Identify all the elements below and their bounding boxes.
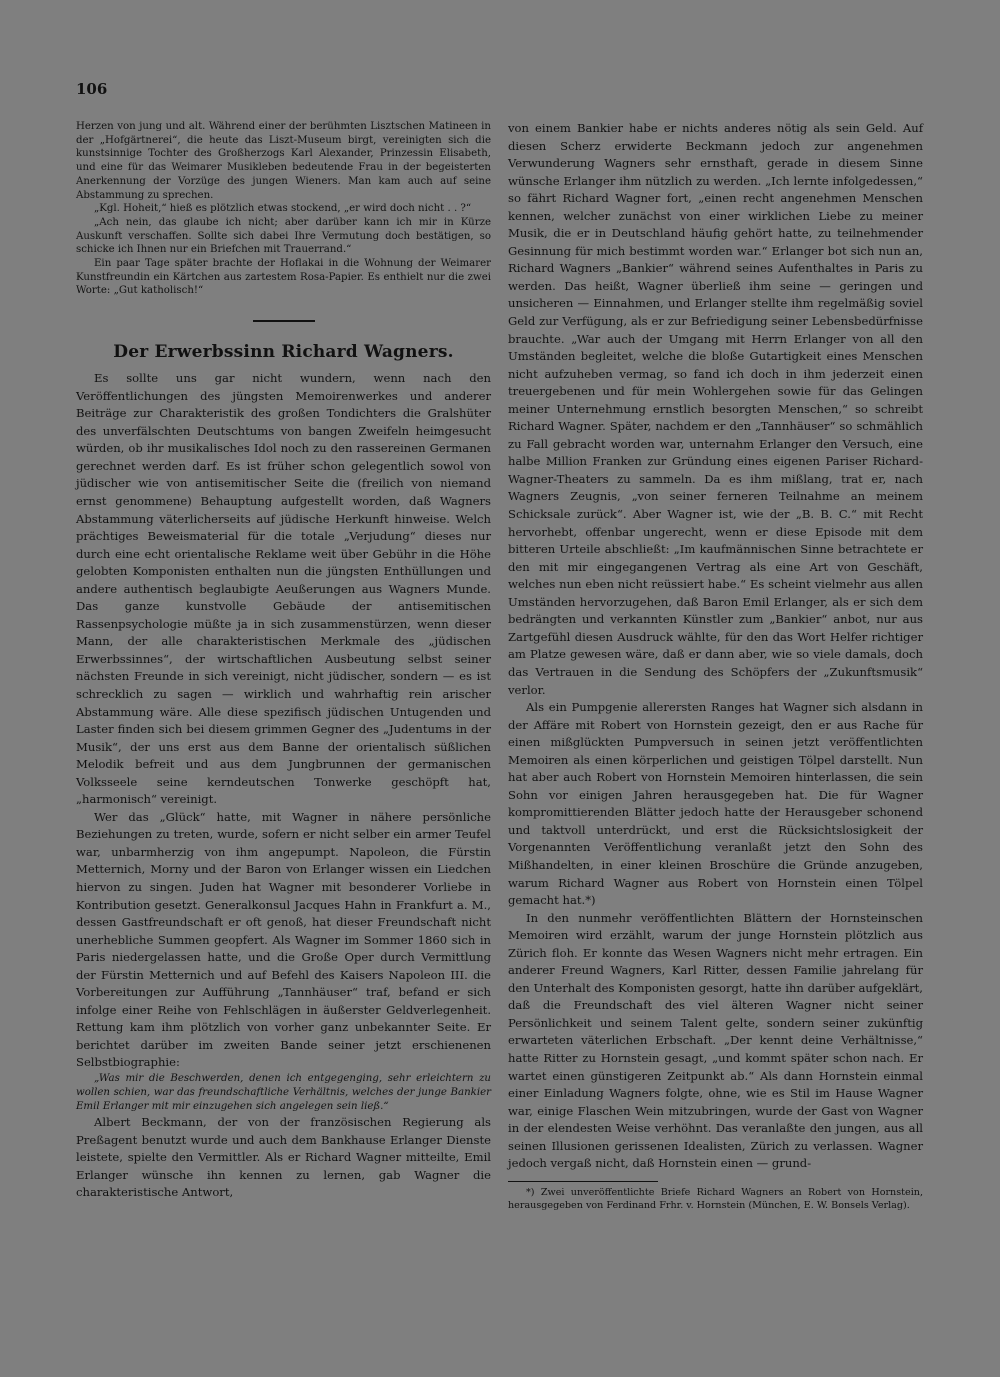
article-paragraph: Als ein Pumpgenie allerersten Ranges hat Wagner sich alsdann in der Affäre mit Robert von Hornstein gezeigt, den er aus Rache für einen mißglückten Pumpversuch in seinen jetzt veröffentlichten Memoiren als einen körperlichen und geistigen Tölpel darstellt. Nun hat aber auch Robert von Hornstein Memoiren hinterlassen, die sein Sohn vor einigen Jahren herausgegeben hat. Die für Wagner kompromittierenden Blätter jedoch hatte der Herausgeber schonend und taktvoll unterdrückt, und erst die Rücksichtslosigkeit der Vorgenannten Veröffentlichung veranlaßt jetzt den Sohn des Mißhandelten, in einer kleinen Broschüre die Gründe anzugeben, warum Richard Wagner aus Robert von Hornstein einen Tölpel gemacht hat.*) xyxy=(508,700,923,908)
article-paragraph: Albert Beckmann, der von der französischen Regierung als Preßagent benutzt wurde und auch dem Bankhause Erlanger Dienste leistete, spielte den Vermittler. Als er Richard Wagner mitteilte, Emil Erlanger wünsche ihn kennen zu lernen, gab Wagner die charakteristische Antwort, xyxy=(76,1115,491,1200)
right-column xyxy=(508,120,923,1213)
article-paragraph: In den nunmehr veröffentlichten Blättern der Hornsteinschen Memoiren wird erzählt, warum der junge Hornstein plötzlich aus Zürich floh. Er konnte das Wesen Wagners nicht mehr ertragen. Ein anderer Freund Wagners, Karl Ritter, dessen Familie jahrelang für den Unterhalt des Komponisten gesorgt, hatte ihn darüber aufgeklärt, daß die Freundschaft des viel älteren Wagner nicht seiner Persönlichkeit und seinem Talent gelte, sondern seiner zukünftig erwarteten väterlichen Erbschaft. „Der kennt deine Verhältnisse,“ hatte Ritter zu Hornstein gesagt, „und kommt später schon nach. Er wartet einen günstigeren Zeitpunkt ab.“ Als dann Hornstein einmal einer Einladung Wagners folgte, ohne, wie es Stil im Hause Wagner war, einige Flaschen Wein mitzubringen, wurde der Gast von Wagner in der elendesten Weise verhöhnt. Das veranlaßte den jungen, aus all seinen Illusionen gerissenen Idealisten, Zürich zu verlassen. Wagner jedoch vergaß nicht, daß Hornstein einen — grund- xyxy=(508,910,923,1171)
left-column xyxy=(76,120,491,1202)
article-heading: Der Erwerbssinn Richard Wagners. xyxy=(113,342,454,363)
anecdote-paragraph: „Ach nein, das glaube ich nicht; aber darüber kann ich mir in Kürze Auskunft verschaffen. Sollte sich dabei Ihre Vermutung doch bestätigen, so schicke ich Ihnen nur ein Briefchen mit Trauerrand.“ xyxy=(76,216,491,256)
footnote-divider xyxy=(508,1181,658,1182)
block-quote: „Was mir die Beschwerden, denen ich entgegenging, sehr erleichtern zu wollen schien, war das freundschaftliche Verhältnis, welches der junge Bankier Emil Erlanger mit mir einzugehen sich angelegen sein ließ.“ xyxy=(76,1073,491,1113)
article-paragraph: Es sollte uns gar nicht wundern, wenn nach den Veröffentlichungen des jüngsten Memoirenwerkes und anderer Beiträge zur Charakteristik des großen Tondichters die Gralshüter des unverfälschten Deutschtums von bangen Zweifeln heimgesucht würden, ob ihr musikalisches Idol noch zu den rassereinen Germanen gerechnet werden darf. Es ist früher schon gelegentlich sowol von jüdischer wie von antisemitischer Seite die (freilich von niemand ernst genommene) Behauptung aufgestellt worden, daß Wagners Abstammung väterlicherseits auf jüdische Herkunft hinweise. Welch prächtiges Beweismaterial für die totale „Verjudung“ dieses nur durch eine echt orientalische Reklame weit über Gebühr in die Höhe gelobten Komponisten enthalten nun die jüngsten Enthüllungen und andere authentisch beglaubigte Aeußerungen aus Wagners Munde. Das ganze kunstvolle Gebäude der antisemitischen Rassenpsychologie müßte ja in sich zusammenstürzen, wenn dieser Mann, der alle charakteristischen Merkmale des „jüdischen Erwerbssinnes“, der wirtschaftlichen Ausbeutung selbst seiner nächsten Freunde in sich vereinigt, nicht jüdischer, sondern — es ist schrecklich zu sagen — wirklich und wahrhaftig rein arischer Abstammung wäre. Alle diese spezifisch jüdischen Untugenden und Laster finden sich bei diesem grimmen Gegner des „Judentums in der Musik“, der uns erst aus dem Banne der orientalisch süßlichen Melodik befreit und aus dem Jungbrunnen der germanischen Volksseele seine kerndeutschen Tonwerke geschöpft hat, „harmonisch“ vereinigt. xyxy=(76,371,491,807)
anecdote-paragraph: Herzen von jung und alt. Während einer der berühmten Lisztschen Matineen in der „Hofgärtnerei“, die heute das Liszt-Museum birgt, vereinigten sich die kunstsinnige Tochter des Großherzogs Karl Alexander, Prinzessin Elisabeth, und eine für das Weimarer Musikleben bedeutende Frau in der begeisterten Anerkennung der Vorzüge des jungen Wieners. Man kam auch auf seine Abstammung zu sprechen. xyxy=(76,121,491,201)
page-number: 106 xyxy=(76,80,108,98)
footnote: *) Zwei unveröffentlichte Briefe Richard Wagners an Robert von Hornstein, herausgegeben von Ferdinand Frhr. v. Hornstein (München, E. W. Bonsels Verlag). xyxy=(508,1186,923,1212)
anecdote-paragraph: „Kgl. Hoheit,“ hieß es plötzlich etwas stockend, „er wird doch nicht . . ?“ xyxy=(94,203,472,215)
anecdote-paragraph: Ein paar Tage später brachte der Hoflakai in die Wohnung der Weimarer Kunstfreundin ein Kärtchen aus zartestem Rosa-Papier. Es enthielt nur die zwei Worte: „Gut katholisch!“ xyxy=(76,258,491,297)
section-divider xyxy=(253,320,315,322)
article-paragraph: Wer das „Glück“ hatte, mit Wagner in nähere persönliche Beziehungen zu treten, wurde, sofern er nicht selber ein armer Teufel war, unbarmherzig von ihm angepumpt. Napoleon, die Fürstin Metternich, Morny und der Baron von Erlanger wissen ein Liedchen hiervon zu singen. Juden hat Wagner mit besonderer Vorliebe in Kontribution gesetzt. Generalkonsul Jacques Hahn in Frankfurt a. M., dessen Gastfreundschaft er oft genoß, hat dieser Freundschaft nicht unerhebliche Summen geopfert. Als Wagner im Sommer 1860 sich in Paris niedergelassen hatte, und die Große Oper durch Vermittlung der Fürstin Metternich und auf Befehl des Kaisers Napoleon III. die Vorbereitungen zur Aufführung „Tannhäuser“ traf, befand er sich infolge einer Reihe von Fehlschlägen in äußerster Geldverlegenheit. Rettung kam ihm plötzlich von vorher ganz unbekannter Seite. Er berichtet darüber im zweiten Bande seiner jetzt erschienenen Selbstbiographie: xyxy=(76,809,491,1070)
article-paragraph: von einem Bankier habe er nichts anderes nötig als sein Geld. Auf diesen Scherz erwiderte Beckmann jedoch zur angenehmen Verwunderung Wagners sehr ernsthaft, gerade in diesem Sinne wünsche Erlanger ihm nützlich zu werden. „Ich lernte infolgedessen,“ so fährt Richard Wagner fort, „einen recht angenehmen Menschen kennen, welcher zunächst von einer wirklichen Liebe zu meiner Musik, die er in Deutschland häufig gehört hatte, zu teilnehmender Gesinnung für mich bestimmt worden war.“ Erlanger bot sich nun an, Richard Wagners „Bankier“ während seines Aufenthaltes in Paris zu werden. Das heißt, Wagner überließ ihm seine — geringen und unsicheren — Einnahmen, und Erlanger stellte ihm regelmäßig soviel Geld zur Verfügung, als er zur Befriedigung seiner Lebensbedürfnisse brauchte. „War auch der Umgang mit Herrn Erlanger von all den Umständen begleitet, welche die bloße Gutartigkeit eines Menschen nicht aufzuheben vermag, so fand ich doch in ihm jederzeit einen treuergebenen und für mein Wohlergehen sowie für das Gelingen meiner Unternehmung ernstlich besorgten Menschen,“ so schreibt Richard Wagner. Später, nachdem er den „Tannhäuser“ so schmählich zu Fall gebracht worden war, unternahm Erlanger den Versuch, eine halbe Million Franken zur Gründung eines eigenen Pariser Richard-Wagner-Theaters zu sammeln. Da es ihm mißlang, trat er, nach Wagners Zeugnis, „von seiner ferneren Teilnahme an meinem Schicksale zurück“. Aber Wagner ist, wie der „B. B. C.“ mit Recht hervorhebt, offenbar ungerecht, wenn er diese Episode mit dem bitteren Urteile abschließt: „Im kaufmännischen Sinne betrachtete er den mit mir eingegangenen Vertrag als eine Art von Geschäft, welches nun eben nicht reüssiert habe.“ Es scheint vielmehr aus allen Umständen hervorzugehen, daß Baron Emil Erlanger, als er sich dem bedrängten und verkannten Künstler zum „Bankier“ anbot, nur aus Zartgefühl diesen Ausdruck wählte, für den das Wort Helfer richtiger am Platze gewesen wäre, daß er dann aber, wie so viele damals, doch das Vertrauen in die Sendung des Schöpfers der „Zukunftsmusik“ verlor. xyxy=(508,121,923,697)
